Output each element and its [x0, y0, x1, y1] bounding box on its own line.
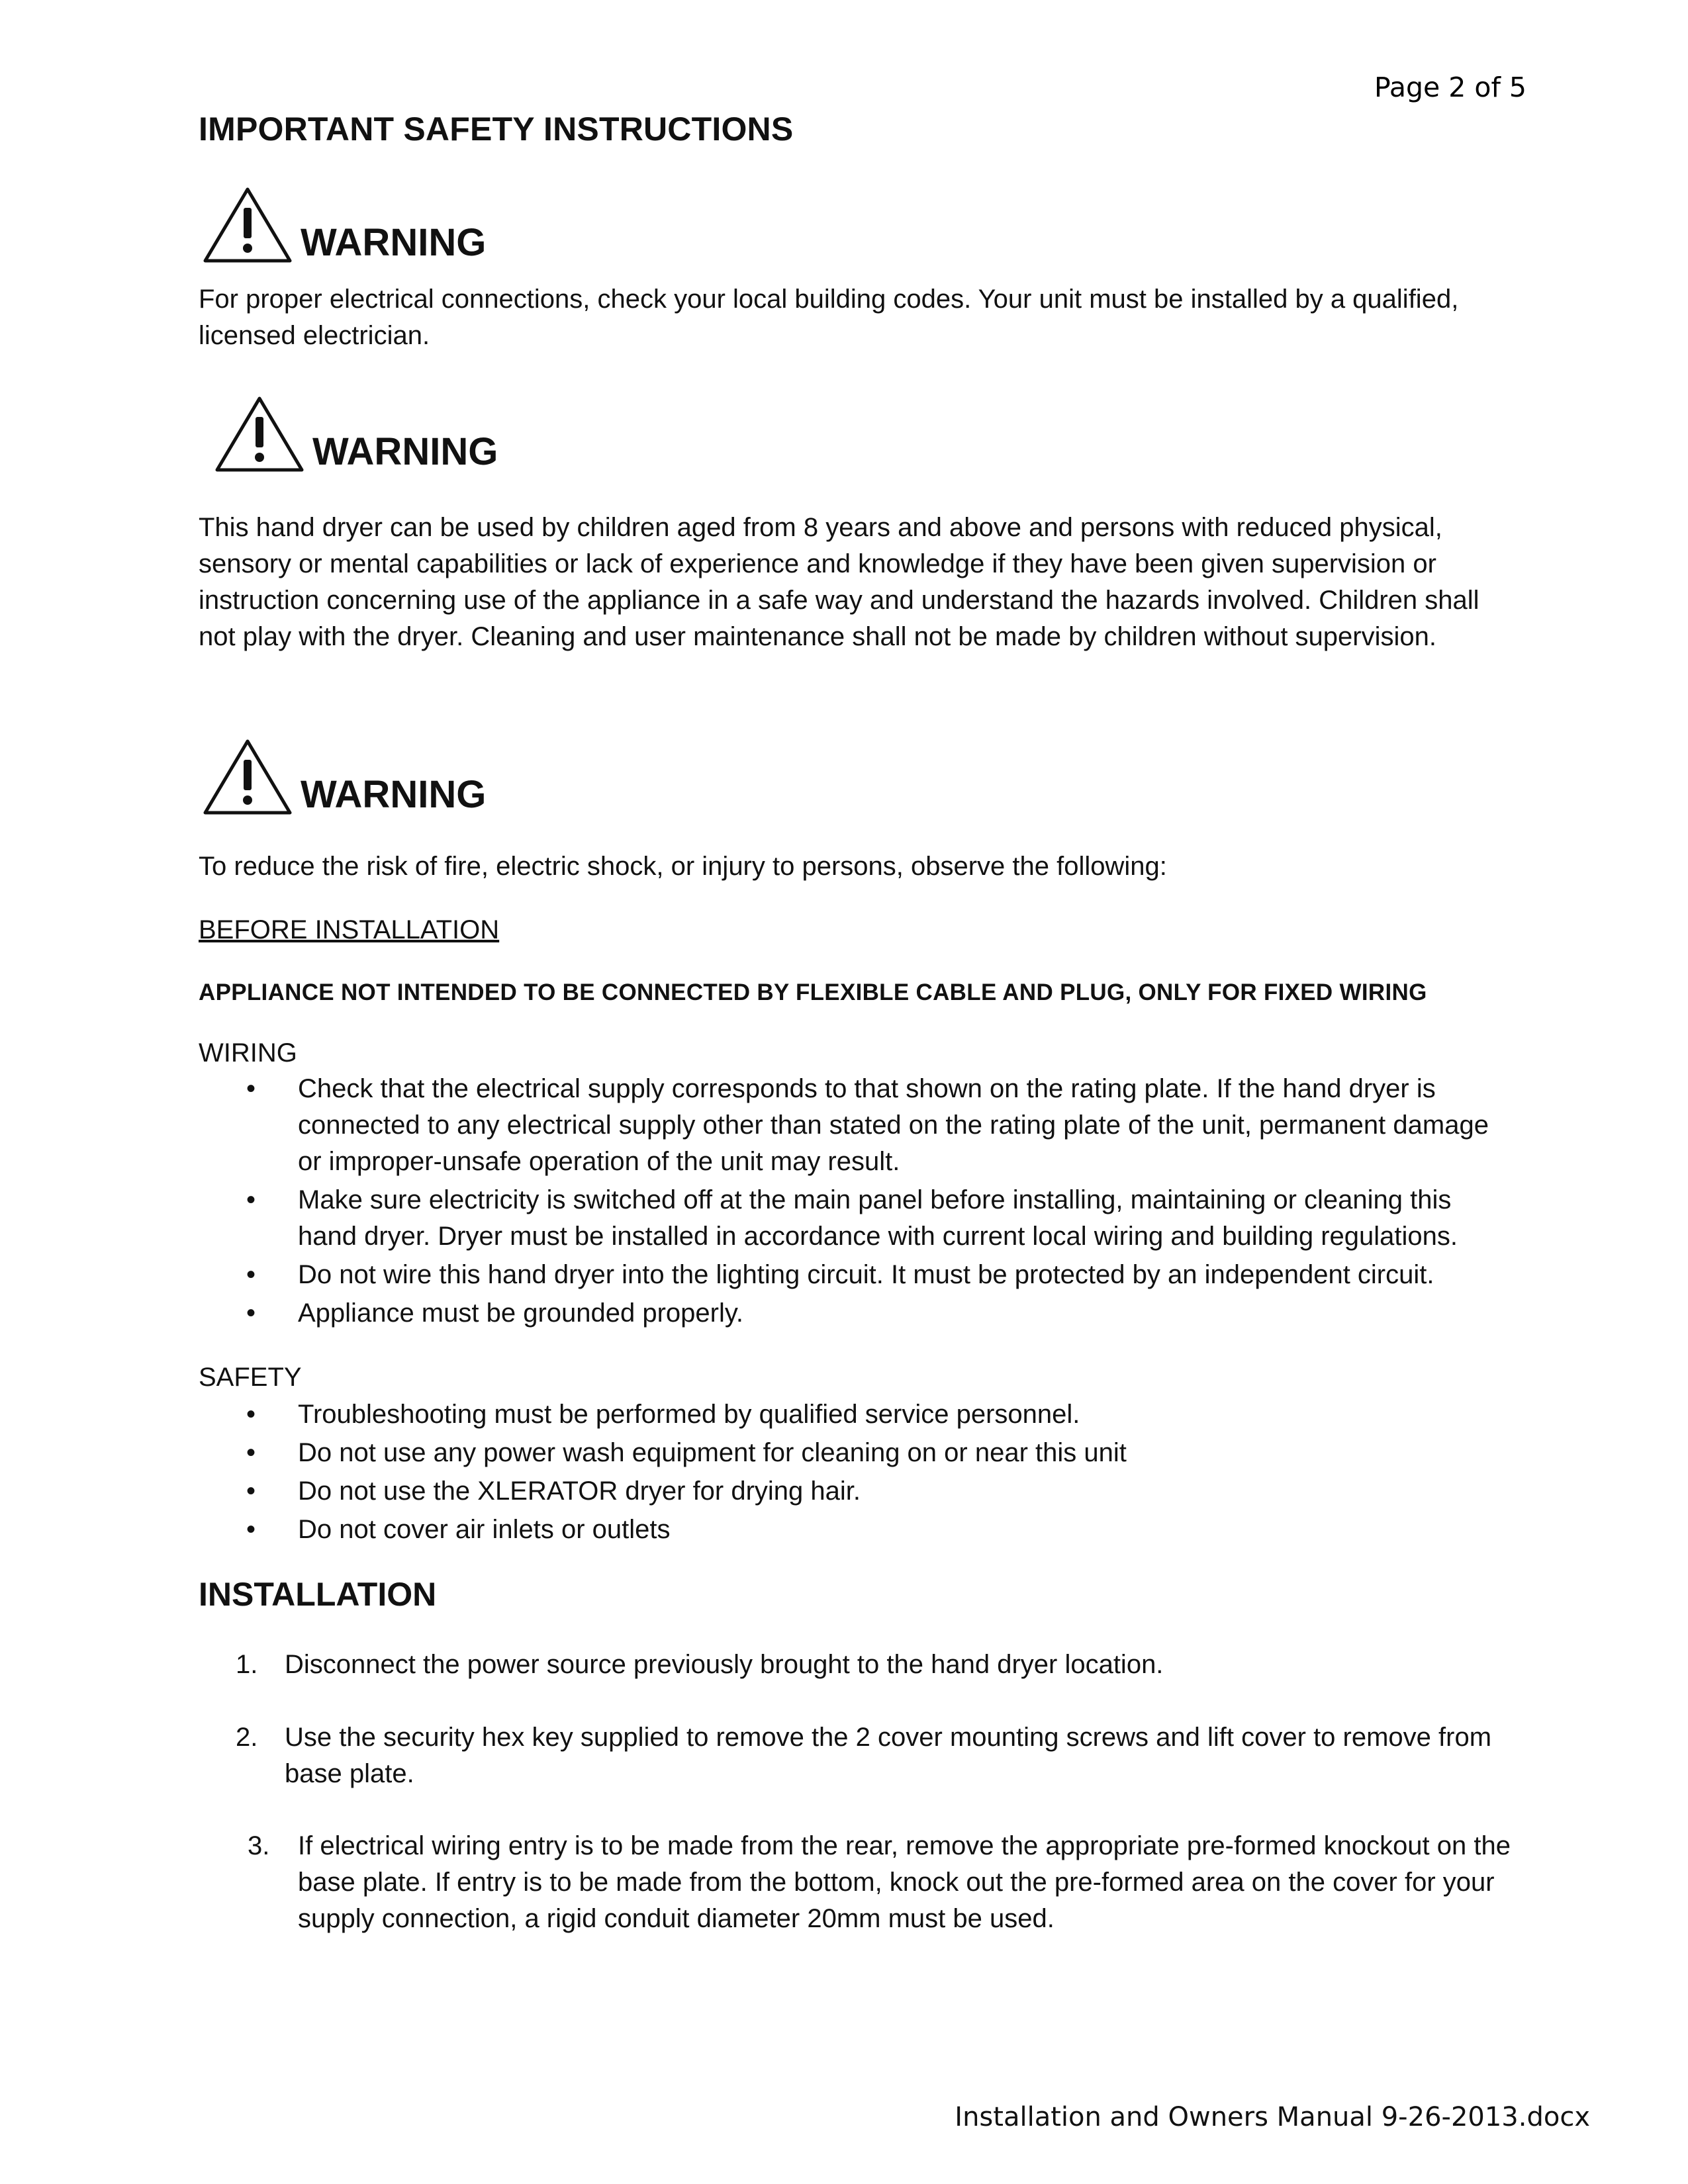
warning-triangle-icon: [203, 737, 293, 817]
warning-heading-1: [203, 185, 486, 265]
warning-triangle-icon: [203, 185, 293, 265]
wiring-label: WIRING: [199, 1038, 297, 1068]
warning-heading-2: [214, 394, 498, 474]
safety-label: SAFETY: [199, 1363, 302, 1392]
before-installation-heading: BEFORE INSTALLATION: [199, 915, 500, 944]
step-number: 1.: [236, 1650, 258, 1679]
fixed-wiring-notice: APPLIANCE NOT INTENDED TO BE CONNECTED BY FLEXIBLE CABLE AND PLUG, ONLY FOR FIXED WIRING: [199, 979, 1427, 1005]
page-number: Page 2 of 5: [1374, 71, 1526, 103]
list-item: • Do not cover air inlets or outlets: [199, 1512, 1516, 1548]
page-title: IMPORTANT SAFETY INSTRUCTIONS: [199, 111, 794, 148]
warning-triangle-icon: [214, 394, 305, 474]
warning-text-2: This hand dryer can be used by children aged from 8 years and above and persons with reduced physical, sensory or mental capabilities or lack of experience and knowledge if they have been given supervision or instruction concerning use of the appliance in a safe way and understand the hazards involved. Children shall not play with the dryer. Cleaning and user maintenance shall not be made by children without supervision.: [199, 513, 1479, 651]
warning-label: WARNING: [301, 221, 487, 264]
wiring-list: [199, 1071, 1516, 1334]
safety-list: [199, 1396, 1516, 1550]
list-item: • Troubleshooting must be performed by qualified service personnel.: [199, 1396, 1516, 1433]
warning-text-3: To reduce the risk of fire, electric shock, or injury to persons, observe the following:: [199, 852, 1167, 881]
step-number: 2.: [236, 1723, 258, 1752]
warning-heading-3: [203, 737, 486, 817]
list-item: • Do not use any power wash equipment for cleaning on or near this unit: [199, 1435, 1516, 1471]
step-text: Disconnect the power source previously brought to the hand dryer location.: [285, 1650, 1164, 1679]
installation-heading: INSTALLATION: [199, 1576, 437, 1613]
list-item: • Do not use the XLERATOR dryer for drying hair.: [199, 1473, 1516, 1510]
step-text: If electrical wiring entry is to be made from the rear, remove the appropriate pre-formed knockout on the base plate. If entry is to be made from the bottom, knock out the pre-formed area on the cover for your supply connection, a rigid conduit diameter 20mm must be used.: [298, 1831, 1511, 1933]
list-item: • Make sure electricity is switched off at the main panel before installing, maintaining or cleaning this hand dryer. Dryer must be installed in accordance with current local wiring and building regulations.: [199, 1182, 1516, 1255]
warning-text-1: For proper electrical connections, check your local building codes. Your unit must be installed by a qualified, licensed electrician.: [199, 285, 1459, 350]
list-item: • Appliance must be grounded properly.: [199, 1295, 1516, 1332]
warning-label: WARNING: [312, 430, 498, 473]
step-number: 3.: [248, 1831, 270, 1860]
document-footer: Installation and Owners Manual 9-26-2013.docx: [955, 2102, 1590, 2132]
step-text: Use the security hex key supplied to remove the 2 cover mounting screws and lift cover to remove from base plate.: [285, 1723, 1492, 1788]
list-item: • Do not wire this hand dryer into the lighting circuit. It must be protected by an independent circuit.: [199, 1257, 1516, 1293]
warning-label: WARNING: [301, 773, 487, 816]
list-item: • Check that the electrical supply corresponds to that shown on the rating plate. If the hand dryer is connected to any electrical supply other than stated on the rating plate of the unit, permanent damage or improper-unsafe operation of the unit may result.: [199, 1071, 1516, 1180]
